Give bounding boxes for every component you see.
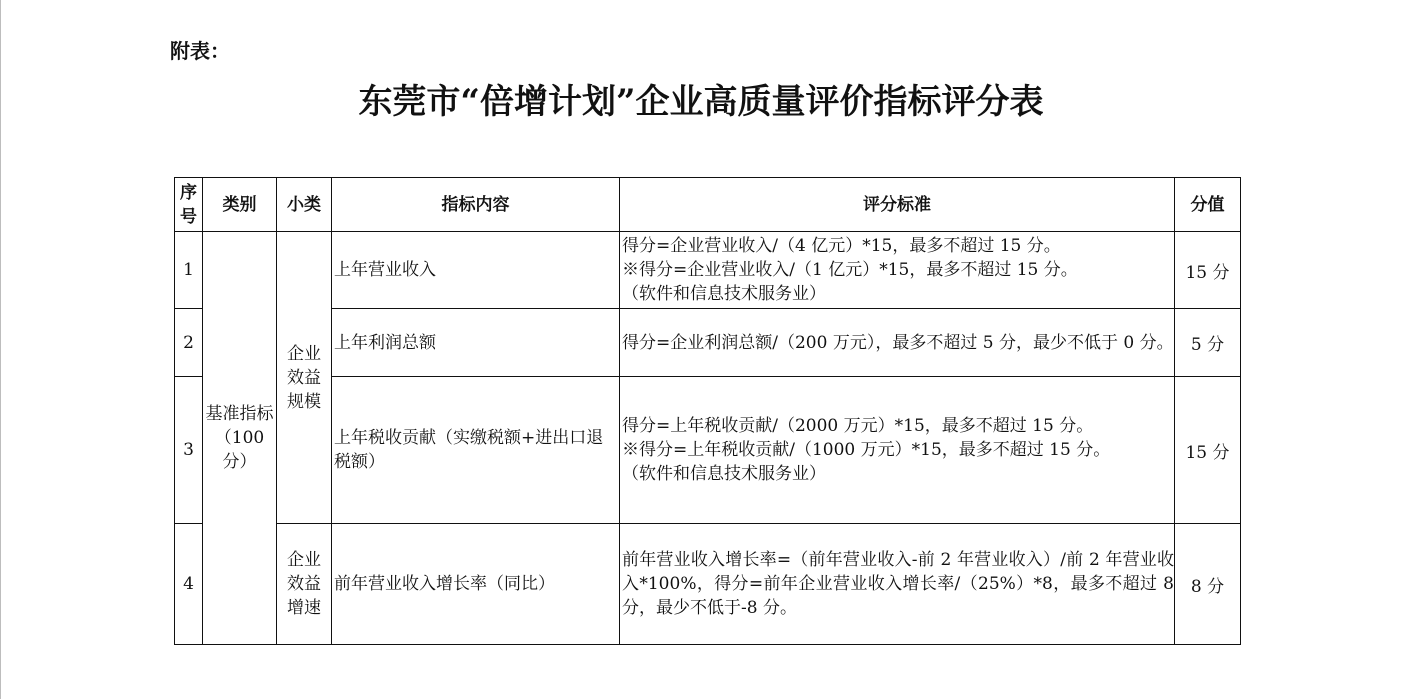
criteria-line: 得分=上年税收贡献/（2000 万元）*15，最多不超过 15 分。 bbox=[622, 416, 1094, 436]
table-row bbox=[175, 309, 1241, 377]
category-cell bbox=[203, 232, 277, 645]
table-row bbox=[175, 377, 1241, 524]
indicator-label: 上年营业收入 bbox=[334, 260, 436, 280]
header-subcategory: 小类 bbox=[277, 178, 332, 232]
header-category: 类别 bbox=[203, 178, 277, 232]
criteria-line: 得分=企业利润总额/（200 万元），最多不超过 5 分，最少不低于 0 分。 bbox=[622, 332, 1174, 353]
header-score: 分值 bbox=[1175, 178, 1241, 232]
subcategory-growth-cell bbox=[277, 524, 332, 645]
score-cell: 5 分 bbox=[1175, 309, 1241, 377]
criteria-line: 得分=企业营业收入/（4 亿元）*15，最多不超过 15 分。 bbox=[622, 236, 1061, 256]
table-row bbox=[175, 232, 1241, 309]
indicator-label: 上年税收贡献（实缴税额+进出口退税额） bbox=[334, 428, 604, 472]
criteria-cell bbox=[620, 377, 1175, 524]
row-seq: 3 bbox=[175, 377, 203, 524]
indicator-cell bbox=[332, 524, 620, 645]
header-seq bbox=[175, 178, 203, 232]
indicator-label: 前年营业收入增长率（同比） bbox=[334, 574, 555, 594]
attachment-label: 附表： bbox=[170, 39, 230, 63]
criteria-line: ※得分=企业营业收入/（1 亿元）*15，最多不超过 15 分。 bbox=[622, 260, 1078, 280]
indicator-cell bbox=[332, 309, 620, 377]
score-cell: 15 分 bbox=[1175, 232, 1241, 309]
table-header-row bbox=[175, 178, 1241, 232]
subcategory-scale-label: 企业效益规模 bbox=[287, 343, 321, 412]
evaluation-score-table bbox=[174, 177, 1241, 645]
category-label: 基准指标（100分） bbox=[205, 404, 274, 472]
header-seq-label: 序号 bbox=[180, 182, 197, 227]
criteria-line: ※得分=上年税收贡献/（1000 万元）*15，最多不超过 15 分。 bbox=[622, 440, 1111, 460]
criteria-line: （软件和信息技术服务业） bbox=[622, 284, 826, 304]
row-seq: 4 bbox=[175, 524, 203, 645]
row-seq: 2 bbox=[175, 309, 203, 377]
table-row bbox=[175, 524, 1241, 645]
criteria-line: 前年营业收入增长率=（前年营业收入-前 2 年营业收入）/前 2 年营业收入*100%，得分=前年企业营业收入增长率/（25%）*8，最多不超过 8 分，最少不低于-8 分。 bbox=[622, 550, 1174, 618]
indicator-label: 上年利润总额 bbox=[334, 332, 436, 353]
criteria-cell bbox=[620, 309, 1175, 377]
score-cell: 15 分 bbox=[1175, 377, 1241, 524]
criteria-cell bbox=[620, 524, 1175, 645]
criteria-cell bbox=[620, 232, 1175, 309]
indicator-cell bbox=[332, 232, 620, 309]
header-indicator: 指标内容 bbox=[332, 178, 620, 232]
document-title: 东莞市“倍增计划”企业高质量评价指标评分表 bbox=[358, 82, 1044, 122]
row-seq: 1 bbox=[175, 232, 203, 309]
subcategory-growth-label: 企业效益增速 bbox=[287, 550, 321, 618]
score-cell: 8 分 bbox=[1175, 524, 1241, 645]
header-criteria: 评分标准 bbox=[620, 178, 1175, 232]
subcategory-scale-cell bbox=[277, 232, 332, 524]
criteria-line: （软件和信息技术服务业） bbox=[622, 464, 826, 484]
indicator-cell bbox=[332, 377, 620, 524]
